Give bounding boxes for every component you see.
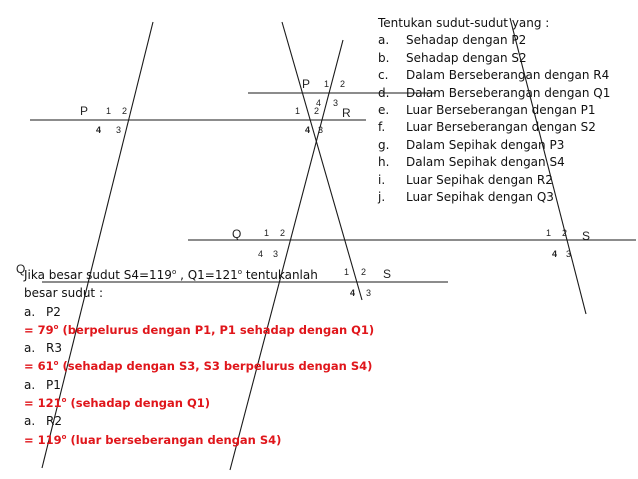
angle-num: 4 [552,249,558,259]
angle-num: 2 [280,228,286,238]
line-transversal-center-right [282,22,362,300]
answer-label: R3 [46,341,62,356]
angle-num: 3 [116,125,122,135]
question-text: Sehadap dengan S2 [406,50,527,65]
question-marker: g. [378,137,390,152]
question-text: Dalam Berseberangan dengan Q1 [406,85,611,100]
angle-num: 2 [314,106,320,116]
degree-sign: o [53,322,59,331]
angle-num: 4 [316,98,322,108]
question-marker: e. [378,103,390,118]
point-label-q-edge: Q [16,262,26,276]
angle-num: 1 [344,267,350,277]
question-marker: i. [378,172,386,187]
angle-num: 2 [122,106,128,116]
answers-intro [24,266,384,284]
question-marker: f. [378,120,386,135]
question-text: Dalam Sepihak dengan S4 [406,155,565,170]
answer-marker: a. [24,341,36,356]
angle-num: 3 [273,249,279,259]
question-marker: j. [378,190,386,205]
point-label-p-top: P [302,77,311,91]
answer-marker: a. [24,304,36,319]
answer-marker: a. [24,377,36,392]
question-item [378,137,633,154]
degree-sign: o [171,268,177,276]
angle-num: 4 [350,288,356,298]
question-text: Dalam Berseberangan dengan R4 [406,68,610,83]
question-item [378,102,633,119]
answer-label-row [24,339,384,357]
point-label-q: Q [232,227,242,241]
questions-title: Tentukan sudut-sudut yang : [378,16,550,30]
question-text: Luar Sepihak dengan R2 [406,172,553,187]
point-label-s-right: S [582,229,591,243]
point-label-s-mid: S [383,267,392,281]
questions-panel [378,15,633,206]
degree-sign: o [61,432,67,441]
angle-num: 2 [340,79,346,89]
answer-value: = $79^o$ (berpelurus dengan P1, P1 sehadap dengan Q1) [24,322,375,337]
intro-text: tentukanlah [242,268,318,282]
answers-panel [24,266,384,449]
angle-num: 4 [96,125,102,135]
question-item [378,32,633,49]
angle-num: 1 [324,79,330,89]
question-text: Luar Sepihak dengan Q3 [406,190,554,205]
question-item [378,85,633,102]
intro-text: , Q1=121 [176,268,238,282]
angle-num: 3 [333,98,339,108]
answer-value: = $119^o$ (luar berseberangan dengan S4) [24,432,282,447]
answer-marker: a. [24,414,36,429]
angle-num: 1 [295,106,301,116]
question-item [378,50,633,67]
degree-sign: o [61,396,67,405]
degree-sign: o [237,268,243,276]
question-item [378,172,633,189]
answer-label: P2 [46,304,61,319]
question-marker: b. [378,50,390,65]
point-label-r: R [342,106,351,120]
answer-label: R2 [46,414,62,429]
angle-num: 1 [546,228,552,238]
question-item [378,189,633,206]
answer-value: = $121^o$ (sehadap dengan Q1) [24,396,210,411]
angle-num: 1 [106,106,112,116]
degree-sign: o [53,359,59,368]
answer-value: = $61^o$ (sehadap dengan S3, S3 berpelurus dengan S4) [24,359,373,374]
question-marker: a. [378,33,390,48]
question-marker: d. [378,85,390,100]
point-label-p-left: P [80,104,89,118]
angle-num: 3 [366,288,372,298]
angle-num: 1 [264,228,270,238]
question-marker: c. [378,68,389,83]
answer-label-row [24,376,384,394]
angle-num: 4 [305,125,311,135]
question-text: Luar Berseberangan dengan S2 [406,120,596,135]
angle-num: 3 [566,249,572,259]
intro-text: Jika besar sudut S4=119 [24,268,172,282]
question-marker: h. [378,155,390,170]
question-text: Dalam Sepihak dengan P3 [406,137,565,152]
angle-num: 2 [562,228,568,238]
answer-label: P1 [46,377,61,392]
angle-num: 2 [361,267,367,277]
angle-num: 3 [318,125,324,135]
question-text: Sehadap dengan P2 [406,33,527,48]
answers-intro-line2: besar sudut : [24,286,103,301]
question-item [378,119,633,136]
question-text: Luar Berseberangan dengan P1 [406,103,596,118]
angle-num: 4 [258,249,264,259]
answer-label-row [24,303,384,321]
question-item [378,67,633,84]
answer-label-row [24,412,384,430]
question-item [378,154,633,171]
